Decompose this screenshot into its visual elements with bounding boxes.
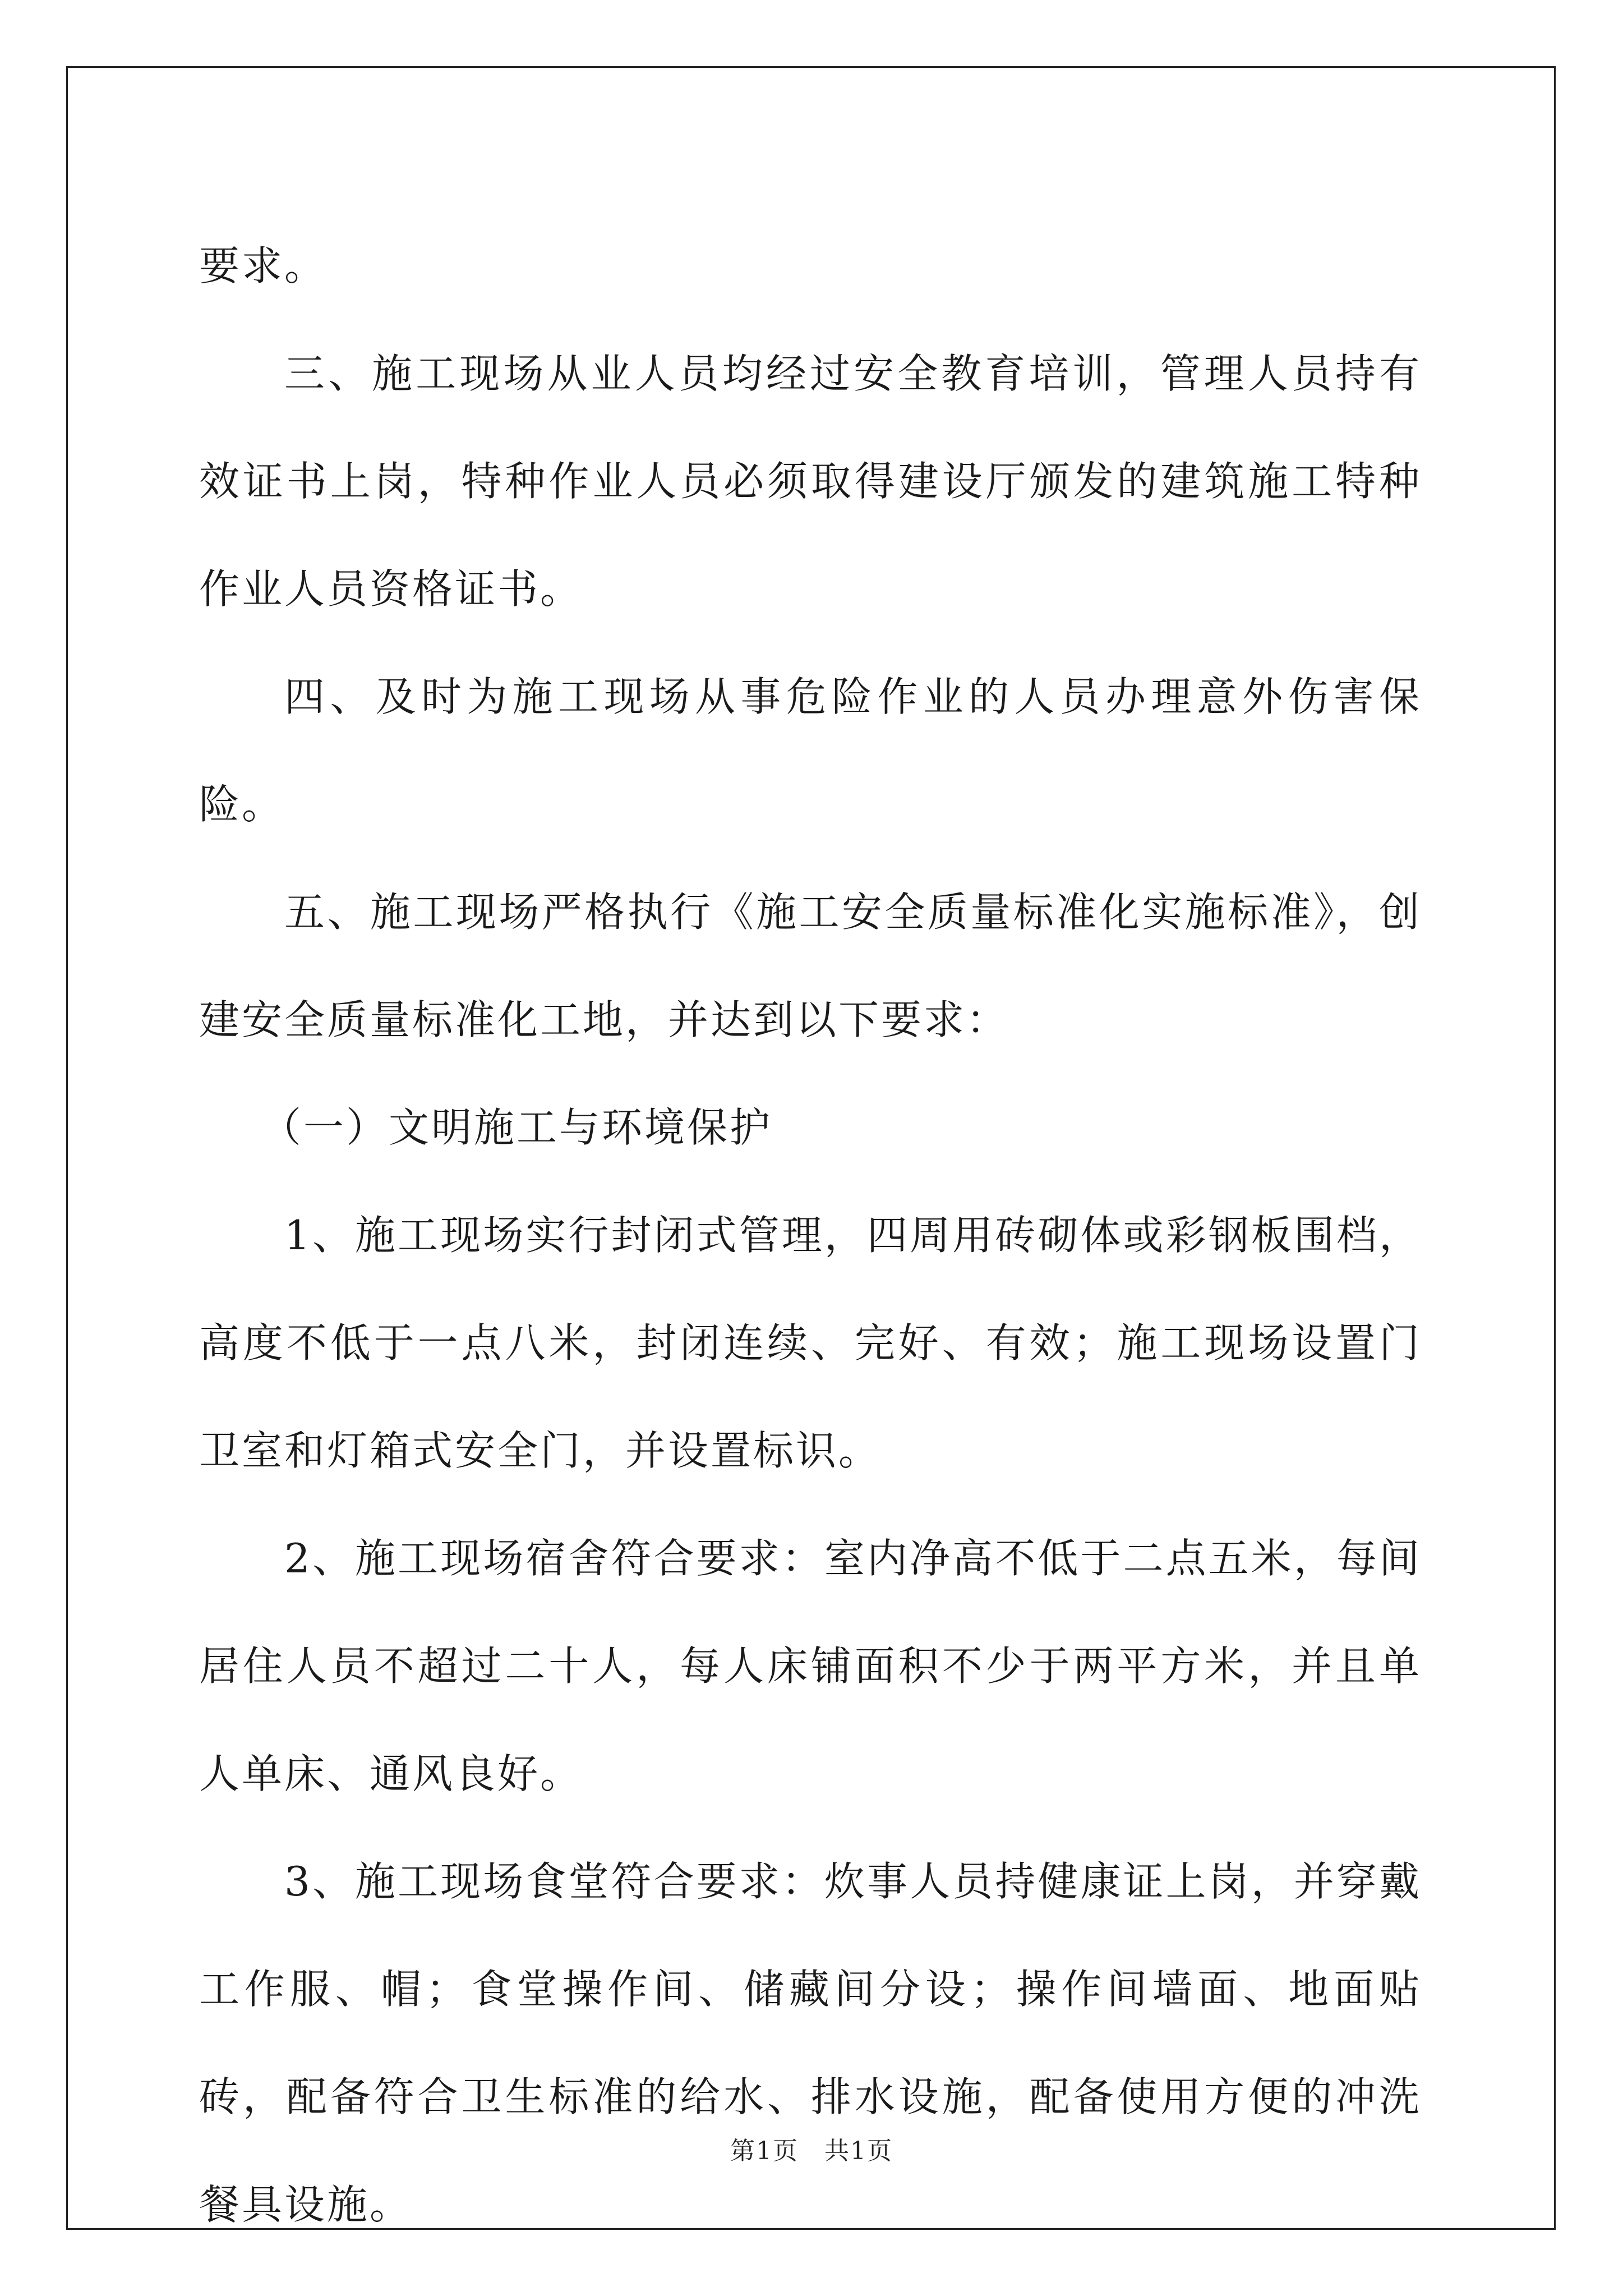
paragraph-sub-1: 1、施工现场实行封闭式管理，四周用砖砌体或彩钢板围档，高度不低于一点八米，封闭连续、完好、有效；施工现场设置门卫室和灯箱式安全门，并设置标识。 <box>199 1212 1422 1474</box>
paragraph-continuation: 要求。 <box>199 242 328 289</box>
page-number-footer: 第1页 共1页 <box>730 2137 893 2165</box>
paragraph-item-4: 四、及时为施工现场从事危险作业的人员办理意外伤害保险。 <box>199 673 1422 828</box>
section-heading: （一）文明施工与环境保护 <box>261 1104 773 1151</box>
paragraph-sub-3: 3、施工现场食堂符合要求：炊事人员持健康证上岗，并穿戴工作服、帽；食堂操作间、储藏间分设；操作间墙面、地面贴砖，配备符合卫生标准的给水、排水设施，配备使用方便的冲洗餐具设施。 <box>199 1858 1422 2228</box>
paragraph-item-3: 三、施工现场从业人员均经过安全教育培训，管理人员持有效证书上岗，特种作业人员必须取得建设厅颁发的建筑施工特种作业人员资格证书。 <box>199 350 1422 613</box>
paragraph-sub-2: 2、施工现场宿舍符合要求：室内净高不低于二点五米，每间居住人员不超过二十人，每人床铺面积不少于两平方米，并且单人单床、通风良好。 <box>199 1535 1422 1797</box>
document-body <box>199 212 1422 2258</box>
paragraph-item-5: 五、施工现场严格执行《施工安全质量标准化实施标准》，创建安全质量标准化工地，并达到以下要求： <box>199 889 1422 1043</box>
